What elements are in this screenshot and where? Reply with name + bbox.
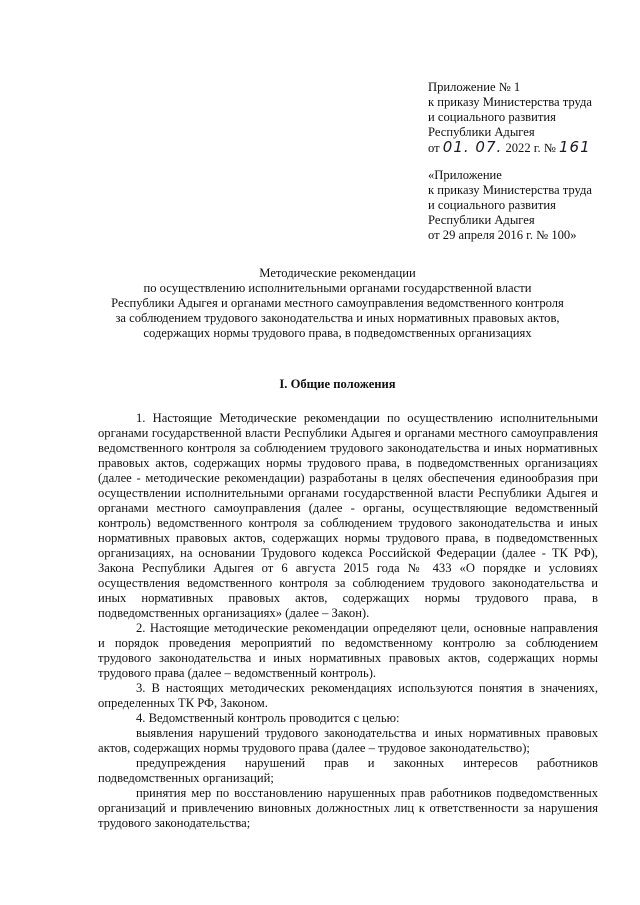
document-title bbox=[80, 266, 595, 341]
annex-2-line: «Приложение bbox=[428, 168, 502, 182]
paragraph: 1. Настоящие Методические рекомендации по осуществлению исполнительными органами государственной власти Республики Адыгея и органами местного самоуправления ведомственного контроля за соблюдением трудового законодательства и иных нормативных правовых актов, содержащих нормы трудового права, в подведомственных организациях (далее - методические рекомендации) разработаны в целях обеспечения единообразия при осуществлении исполнительными органами государственной власти Республики Адыгея и органами местного самоуправления (далее - органы, осуществляющие ведомственный контроль) ведомственного контроля за соблюдением трудового законодательства и иных нормативных правовых актов, содержащих нормы трудового права, в подведомственных организациях, на основании Трудового кодекса Российской Федерации (далее - ТК РФ), Закона Республики Адыгея от 6 августа 2015 года № 433 «О порядке и условиях осуществления ведомственного контроля за соблюдением трудового законодательства и иных нормативных правовых актов, содержащих нормы трудового права, в подведомственных организациях» (далее – Закон). bbox=[98, 411, 598, 620]
annex-2-line: от 29 апреля 2016 г. № 100» bbox=[428, 228, 577, 242]
annex-2-line: к приказу Министерства труда bbox=[428, 183, 593, 197]
date-year: 2022 г. № bbox=[505, 141, 556, 155]
handwritten-number: 161 bbox=[559, 138, 591, 156]
title-line: Республики Адыгея и органами местного самоуправления ведомственного контроля bbox=[111, 296, 564, 310]
handwritten-date: 01. 07. bbox=[442, 138, 503, 156]
annex-1-header bbox=[428, 80, 628, 155]
paragraph: выявления нарушений трудового законодательства и иных нормативных правовых актов, содержащих нормы трудового права (далее – трудовое законодательство); bbox=[98, 726, 598, 755]
paragraph: 3. В настоящих методических рекомендациях используются понятия в значениях, определенных ТК РФ, Законом. bbox=[98, 681, 598, 710]
title-line: Методические рекомендации bbox=[259, 266, 416, 280]
section-heading: I. Общие положения bbox=[279, 377, 396, 391]
title-line: содержащих нормы трудового права, в подведомственных организациях bbox=[143, 326, 532, 340]
paragraph: предупреждения нарушений прав и законных интересов работников подведомственных организаций; bbox=[98, 756, 598, 785]
annex-1-line: Приложение № 1 bbox=[428, 80, 521, 94]
paragraph: принятия мер по восстановлению нарушенных прав работников подведомственных организаций и привлечению виновных должностных лиц к ответственности за нарушения трудового законодательства; bbox=[98, 786, 598, 830]
annex-1-date-line bbox=[428, 140, 628, 155]
title-line: за соблюдением трудового законодательства и иных нормативных правовых актов, bbox=[115, 311, 560, 325]
annex-2-line: и социального развития bbox=[428, 198, 556, 212]
title-line: по осуществлению исполнительными органами государственной власти bbox=[143, 281, 532, 295]
annex-2-header bbox=[428, 168, 628, 243]
document-body bbox=[98, 411, 598, 831]
annex-1-line: и социального развития bbox=[428, 110, 556, 124]
annex-1-line: Республики Адыгея bbox=[428, 125, 535, 139]
paragraph: 2. Настоящие методические рекомендации определяют цели, основные направления и порядок проведения мероприятий по ведомственному контролю за соблюдением трудового законодательства и иных нормативных правовых актов, содержащих нормы трудового права (далее – ведомственный контроль). bbox=[98, 621, 598, 680]
annex-2-line: Республики Адыгея bbox=[428, 213, 535, 227]
paragraph: 4. Ведомственный контроль проводится с целью: bbox=[136, 711, 400, 725]
annex-1-line: к приказу Министерства труда bbox=[428, 95, 593, 109]
date-prefix: от bbox=[428, 141, 440, 155]
